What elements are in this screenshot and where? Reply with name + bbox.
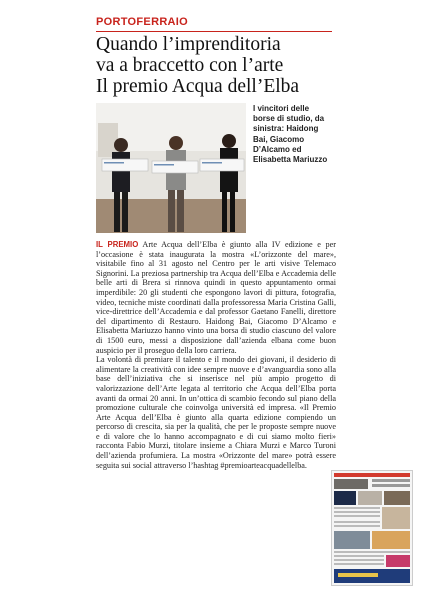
headline-line-2: va a braccetto con l’arte [96, 55, 284, 76]
headline-line-1: Quando l’imprenditoria [96, 34, 281, 55]
section-divider [96, 31, 332, 32]
paragraph-1-text: Arte Acqua dell’Elba è giunto alla IV edizione e per l’occasione è stata inaugurata la mostra «L’orizzonte del mare», visitabile fino al 31 agosto nel Centro per le arti visive Telemaco Signorini. La preziosa partnership tra Acqua dell’Elba e Accademia delle belle arti di Brera si rinnova quindi in questo appuntamento ormai imperdibile: 20 gli studenti che espongono lavori di pittura, fotografia, video, tecniche miste coordinati dalla professoressa Maria Cristina Galli, vice-direttrice dell’Accademia e dal professor Gaetano Fanelli, direttore del dipartimento di Restauro. Haidong Bai, Giacomo D’Alcamo e Elisabetta Mariuzzo hanno vinto una borsa di studio ciascuno del valore di 1500 euro, messi a disposizione dall’azienda elbana come buon auspicio per il proseguo della loro carriera. [96, 240, 336, 355]
article-body [96, 240, 336, 470]
winners-photo [96, 103, 246, 233]
photo-caption: I vincitori delle borse di studio, da sinistra: Haidong Bai, Giacomo D’Alcamo ed Elisabetta Mariuzzo [253, 104, 328, 165]
headline-line-3: Il premio Acqua dell’Elba [96, 76, 300, 97]
paragraph-2: La volontà di premiare il talento e il mondo dei giovani, il desiderio di alimentare la creatività con idee sempre nuove e d’avanguardia sono alla base dell’iniziativa che si inserisce nel più ampio progetto di valorizzazione dell’Arte legata al territorio che Acqua dell’Elba porta avanti da ormai 20 anni. In un’ottica di scambio fecondo sul piano della promozione culturale che coinvolga università ed impresa. «Il Premio Arte Acqua dell’Elba è giunto alla quarta edizione compiendo un percorso di crescita, sia per la qualità, che per le proposte sempre nuove e di valore che lo hanno accompagnato e di cui siamo molto fieri» racconta Fabio Murzi, titolare insieme a Chiara Murzi e Marco Turoni dell’azienda profumiera. La mostra «Orizzonte del mare» potrà essere seguita sui social attraverso l’hashtag #premioarteacquadellelba. [96, 355, 336, 470]
paragraph-1 [96, 240, 336, 355]
headline [96, 34, 336, 97]
lead-in: IL PREMIO [96, 240, 139, 249]
page-thumbnail [331, 470, 413, 586]
section-label: PORTOFERRAIO [96, 16, 189, 28]
